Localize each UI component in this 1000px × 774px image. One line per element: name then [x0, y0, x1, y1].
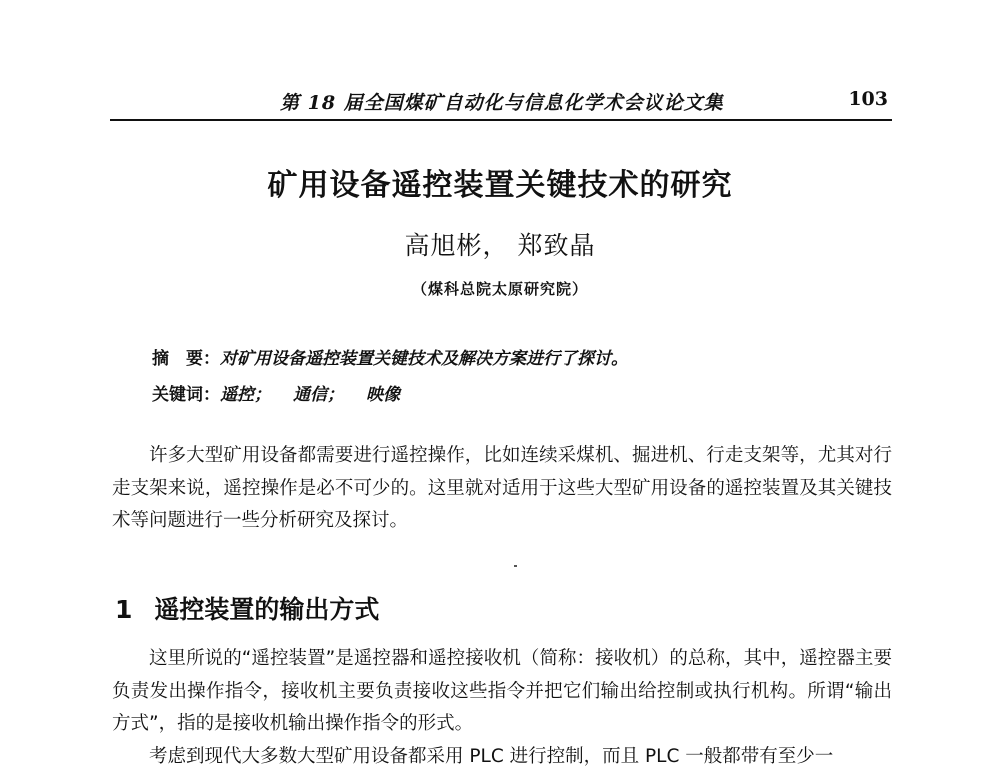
- abstract-label: 摘 要：: [152, 349, 220, 369]
- section-heading: [115, 590, 379, 626]
- intro-paragraph: 许多大型矿用设备都需要进行遥控操作，比如连续采煤机、掘进机、行走支架等，尤其对行走支架来说，遥控操作是必不可少的。这里就对适用于这些大型矿用设备的遥控装置及其关键技术等问题进行一些分析研究及探讨。: [112, 445, 892, 531]
- header-rule: [110, 119, 892, 121]
- running-header: [110, 88, 890, 118]
- keyword-item: 通信；: [293, 385, 344, 405]
- keyword-item: 映像: [366, 385, 400, 405]
- section-title: 遥控装置的输出方式: [154, 595, 380, 624]
- section-paragraph: 这里所说的“遥控装置”是遥控器和遥控接收机（简称：接收机）的总称，其中，遥控器主要负责发出操作指令，接收机主要负责接收这些指令并把它们输出给控制或执行机构。所谓“输出方式”，指的是接收机输出操作指令的形式。: [112, 648, 892, 734]
- paper-title: 矿用设备遥控装置关键技术的研究: [267, 168, 733, 203]
- proceedings-title: 第 18 届全国煤矿自动化与信息化学术会议论文集: [280, 92, 724, 114]
- keywords-label: 关键词：: [152, 385, 220, 405]
- paper-authors: 高旭彬， 郑致晶: [404, 231, 596, 260]
- abstract: [152, 344, 628, 369]
- scan-speck: [514, 565, 517, 567]
- page-number: 103: [848, 88, 888, 110]
- section-number: 1: [115, 595, 133, 624]
- keyword-item: 遥控；: [220, 385, 271, 405]
- paper-affiliation: （煤科总院太原研究院）: [411, 280, 588, 298]
- section-paragraph-partial: 考虑到现代大多数大型矿用设备都采用 PLC 进行控制，而且 PLC 一般都带有至少一: [149, 746, 834, 767]
- abstract-text: 对矿用设备遥控装置关键技术及解决方案进行了探讨。: [220, 349, 628, 369]
- keywords: [152, 380, 400, 405]
